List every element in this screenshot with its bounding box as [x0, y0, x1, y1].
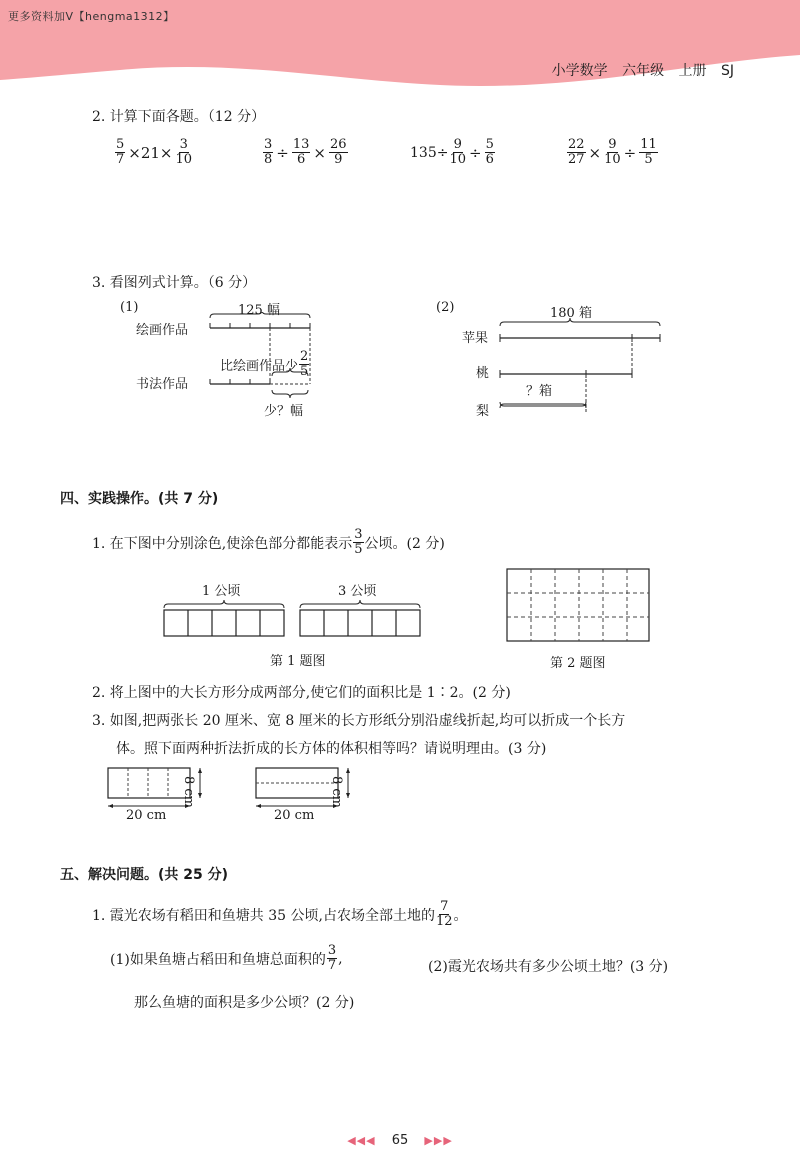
diagram2-row3-label: 梨: [476, 404, 490, 419]
fraction: $\frac{3}{10}$: [175, 137, 193, 167]
next-arrows-icon: ▶▶▶: [424, 1134, 453, 1147]
sec5-sub2: (2)霞光农场共有多少公顷土地？(3 分): [428, 959, 669, 975]
fold-rect-2: [254, 764, 364, 812]
expr-4: $\frac{22}{27}$ × $\frac{9}{10}$ ÷ $\frac{11}{5}$: [568, 137, 657, 167]
diagram1-label: (1): [120, 300, 139, 315]
sec5-sub1-line2: 那么鱼塘的面积是多少公顷？(2 分): [134, 995, 355, 1011]
diagram2-total: 180 箱: [550, 306, 592, 321]
fraction: $\frac{7}{12}$: [435, 899, 453, 929]
section5-title: 五、解决问题。(共 25 分): [60, 867, 229, 883]
book-info: 小学数学 六年级 上册 SJ: [551, 63, 734, 79]
fraction: $\frac{3}{5}$: [354, 527, 363, 557]
sec4-q3-line2: 体。照下面两种折法折成的长方体的体积相等吗？请说明理由。(3 分): [116, 741, 547, 757]
diagram1-note: 比绘画作品少 $\frac{2}{5}$: [220, 349, 309, 379]
fig1-rectangles: [160, 596, 430, 640]
fig1-label-a: 1 公顷: [202, 584, 241, 599]
fold1-height: 8 cm: [181, 776, 196, 809]
fraction: $\frac{13}{6}$: [292, 137, 310, 167]
fig2-caption: 第 2 题图: [550, 656, 606, 671]
page-footer: [0, 1133, 800, 1148]
diagram1-segments: [200, 312, 320, 412]
fraction: $\frac{22}{27}$: [568, 137, 585, 167]
fraction: $\frac{9}{10}$: [604, 137, 621, 167]
q2-title: 2. 计算下面各题。（12 分）: [92, 109, 266, 125]
sec4-q1: 1. 在下图中分别涂色,使涂色部分都能表示 $\frac{3}{5}$ 公顷。(2 分): [92, 527, 445, 557]
diagram2-segments: [490, 316, 670, 416]
fraction: $\frac{11}{5}$: [640, 137, 657, 167]
expr-2: $\frac{3}{8}$ ÷ $\frac{13}{6}$ × $\frac{26}{9}$: [264, 137, 347, 167]
fraction: $\frac{5}{7}$: [116, 137, 125, 167]
fold2-width: 20 cm: [274, 808, 315, 823]
fraction: $\frac{2}{5}$: [300, 349, 309, 379]
section4-title: 四、实践操作。(共 7 分): [60, 491, 219, 507]
fold-rect-1: [106, 764, 216, 812]
fraction: $\frac{3}{8}$: [264, 137, 273, 167]
fold2-height: 8 cm: [329, 776, 344, 809]
fraction: $\frac{3}{7}$: [327, 943, 337, 973]
fig1-label-b: 3 公顷: [338, 584, 377, 599]
diagram1-row2-label: 书法作品: [136, 377, 189, 392]
sec4-q3-line1: 3. 如图,把两张长 20 厘米、宽 8 厘米的长方形纸分别沿虚线折起,均可以折成一个长方: [92, 713, 626, 729]
page-number: 65: [391, 1133, 409, 1148]
fold1-width: 20 cm: [126, 808, 167, 823]
diagram2-row1-label: 苹果: [462, 331, 489, 346]
diagram1-total: 125 幅: [238, 303, 280, 318]
diagram2-label: (2): [436, 300, 455, 315]
diagram2-unknown: ？箱: [526, 384, 553, 399]
sec4-q2: 2. 将上图中的大长方形分成两部分,使它们的面积比是 1∶2。(2 分): [92, 685, 511, 701]
watermark: 更多资料加V【hengma1312】: [8, 10, 175, 23]
fraction: $\frac{5}{6}$: [485, 137, 494, 167]
diagram1-unknown: 少？幅: [264, 404, 304, 419]
diagram1-row1-label: 绘画作品: [136, 323, 189, 338]
sec5-sub1: (1)如果鱼塘占稻田和鱼塘总面积的 $\frac{3}{7}$ ,: [110, 943, 343, 973]
fraction: $\frac{26}{9}$: [329, 137, 347, 167]
prev-arrows-icon: ◀◀◀: [347, 1134, 376, 1147]
sec5-q1: 1. 霞光农场有稻田和鱼塘共 35 公顷,占农场全部土地的 $\frac{7}{12}$ 。: [92, 899, 468, 929]
fig2-grid: [506, 568, 652, 644]
fig1-caption: 第 1 题图: [270, 654, 326, 669]
fraction: $\frac{9}{10}$: [449, 137, 466, 167]
expr-1: $\frac{5}{7}$ ×21× $\frac{3}{10}$: [116, 137, 193, 167]
diagram2-row2-label: 桃: [476, 366, 490, 381]
expr-3: 135÷ $\frac{9}{10}$ ÷ $\frac{5}{6}$: [410, 137, 494, 167]
q3-title: 3. 看图列式计算。（6 分）: [92, 275, 257, 291]
